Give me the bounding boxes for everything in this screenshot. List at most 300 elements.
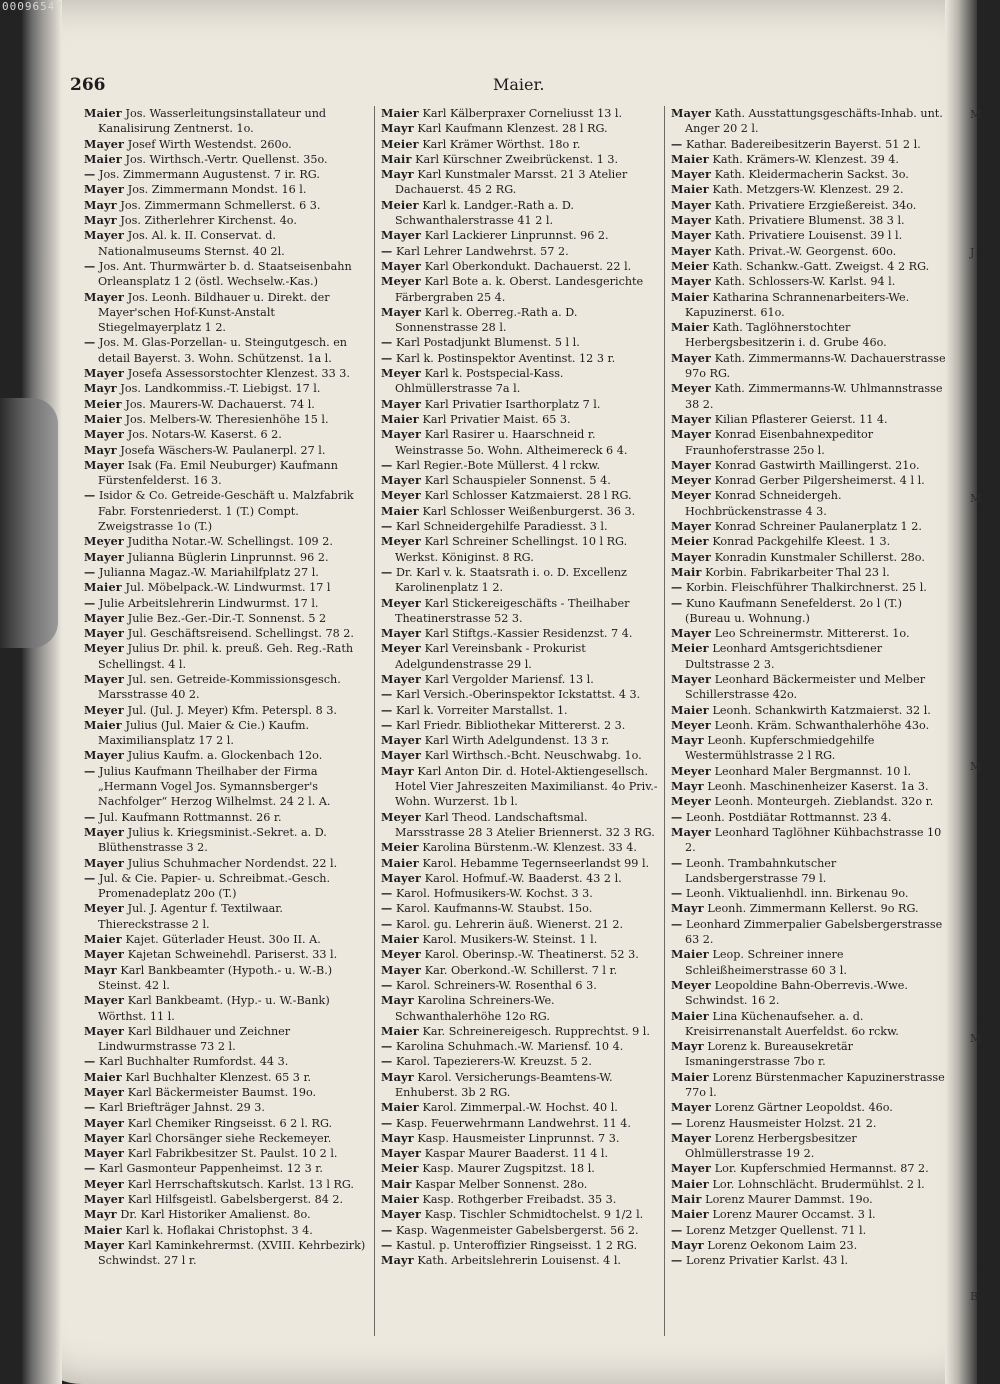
entry-surname: Maier (381, 1023, 419, 1038)
entry-details: Kath. Privatiere Louisenst. 39 l l. (714, 229, 903, 243)
entry-details: Lorenz Maurer Occamst. 3 l. (712, 1208, 876, 1222)
entry-surname: Mayer (381, 228, 422, 243)
entry-surname: — (381, 977, 393, 992)
entry-details: Jos. Ant. Thurmwärter b. d. Staatseisenbahn Orleansplatz 1 2 (östl. Wechselw.-Kas.) (98, 259, 352, 289)
directory-entry (671, 901, 948, 916)
entry-details: Karol. Oberinsp.-W. Theatinerst. 52 3. (424, 948, 639, 962)
directory-entry (381, 1238, 658, 1253)
entry-surname: Mayer (84, 182, 125, 197)
entry-details: Kasp. Rothgerber Freibadst. 35 3. (422, 1193, 617, 1207)
directory-entry (84, 397, 368, 412)
directory-entry (381, 121, 658, 136)
entry-surname: Meyer (381, 534, 422, 549)
directory-entry (84, 1207, 368, 1222)
directory-entry (84, 1085, 368, 1100)
entry-surname: Mayr (381, 1130, 414, 1145)
entry-surname: Maier (381, 106, 419, 120)
entry-details: Julius Kaufmann Theilhaber der Firma „Hermann Vogel Jos. Symannsberger's Nachfolger“ Herzog Wilhelmst. 24 2 l. A. (98, 764, 331, 809)
entry-surname: Meyer (381, 947, 422, 962)
entry-surname: — (381, 1115, 393, 1130)
directory-entry (381, 596, 658, 627)
entry-surname: — (381, 1237, 393, 1252)
entry-details: Karl Kälberpraxer Corneliusst 13 l. (422, 107, 623, 120)
entry-details: Kath. Metzgers-W. Klenzest. 29 2. (712, 183, 904, 197)
directory-entry (381, 1024, 658, 1039)
directory-entry (671, 152, 948, 167)
entry-details: Jul. Geschäftsreisend. Schellingst. 78 2. (127, 627, 354, 641)
entry-surname: Mayer (84, 993, 125, 1008)
entry-surname: Mayer (381, 258, 422, 273)
entry-surname: — (84, 1054, 96, 1069)
directory-entry (84, 137, 368, 152)
entry-details: Kastul. p. Unteroffizier Ringseisst. 1 2 RG. (395, 1238, 638, 1252)
directory-entry (84, 748, 368, 763)
entry-details: Juditha Notar.-W. Schellingst. 109 2. (127, 535, 333, 549)
directory-entry (671, 703, 948, 718)
directory-entry (671, 1161, 948, 1176)
entry-details: Leonhard Bäckermeister und Melber Schillerstrasse 42o. (685, 672, 926, 702)
entry-details: Konrad Packgehilfe Kleest. 1 3. (712, 535, 891, 549)
entry-details: Karl Stiftgs.-Kassier Residenzst. 7 4. (424, 627, 633, 641)
entry-surname: — (84, 1100, 96, 1115)
entry-surname: — (671, 809, 683, 824)
entry-surname: Meyer (84, 702, 125, 717)
entry-details: Karl k. Postinspektor Aventinst. 12 3 r. (395, 351, 616, 365)
directory-entry (84, 152, 368, 167)
margin-fragment: M (970, 1032, 982, 1045)
directory-entry (381, 244, 658, 259)
entry-details: Kar. Schreinereigesch. Rupprechtst. 9 l. (422, 1024, 650, 1038)
entry-surname: — (381, 519, 393, 534)
entry-surname: — (381, 702, 393, 717)
directory-entry (84, 106, 368, 137)
directory-entry (84, 1100, 368, 1115)
entry-details: Karl Privatier Maist. 65 3. (422, 412, 571, 426)
entry-surname: Mayr (84, 1207, 117, 1222)
entry-surname: Mayer (671, 197, 712, 212)
entry-surname: Mayer (84, 748, 125, 763)
entry-surname: Meier (671, 258, 709, 273)
entry-surname: Mayr (671, 901, 704, 916)
entry-details: Konrad Gerber Pilgersheimerst. 4 l l. (714, 474, 925, 488)
directory-entry (671, 1253, 948, 1268)
entry-details: Karl k. Oberreg.-Rath a. D. Sonnenstrasse 28 l. (395, 305, 578, 335)
entry-details: Konrad Schneidergeh. Hochbrückenstrasse 4 3. (685, 489, 842, 518)
entry-surname: Mayer (381, 733, 422, 748)
directory-entry (381, 198, 658, 229)
entry-details: Leonh. Monteurgeh. Zieblandst. 32o r. (714, 795, 934, 809)
entry-surname: Mair (671, 1192, 702, 1207)
directory-entry (671, 228, 948, 243)
directory-entry (671, 167, 948, 182)
entry-surname: — (381, 687, 393, 702)
entry-surname: Meier (671, 534, 709, 549)
entry-details: Jos. M. Glas-Porzellan- u. Steingutgesch. en detail Bayerst. 3. Wohn. Schützenst. 1a l. (98, 336, 348, 365)
directory-entry (84, 335, 368, 366)
directory-entry (671, 1131, 948, 1162)
entry-details: Konrad Eisenbahnexpeditor Fraunhoferstrasse 25o l. (685, 428, 874, 457)
entry-details: Leonhard Amtsgerichtsdiener Dultstrasse 2 3. (685, 642, 883, 671)
entry-surname: — (671, 1253, 683, 1268)
entry-details: Karol. Kaufmanns-W. Staubst. 15o. (395, 902, 593, 916)
directory-entry (381, 963, 658, 978)
entry-details: Dr. Karl Historiker Amalienst. 8o. (120, 1208, 311, 1222)
directory-entry (381, 1054, 658, 1069)
entry-details: Lor. Lohnschlächt. Brudermühlst. 2 l. (712, 1177, 925, 1191)
entry-surname: Mayer (381, 1146, 422, 1161)
directory-entry (84, 901, 368, 932)
directory-entry (381, 534, 658, 565)
entry-details: Kasp. Maurer Zugspitzst. 18 l. (422, 1162, 595, 1176)
entry-details: Kath. Privatiere Erzgießereist. 34o. (714, 198, 917, 212)
entry-details: Julius (Jul. Maier & Cie.) Kaufm. Maximiliansplatz 17 2 l. (98, 718, 310, 748)
directory-entry (84, 1024, 368, 1055)
directory-entry (84, 1177, 368, 1192)
directory-entry (671, 1009, 948, 1040)
directory-entry (671, 550, 948, 565)
entry-surname: Mayer (381, 427, 422, 442)
directory-entry (671, 947, 948, 978)
entry-details: Jos. Zitherlehrer Kirchenst. 4o. (120, 214, 297, 228)
column-left (84, 106, 374, 1336)
column-right (664, 106, 954, 1336)
entry-details: Karl Hilfsgeistl. Gabelsbergerst. 84 2. (127, 1193, 344, 1207)
entry-surname: Meyer (671, 488, 712, 503)
entry-surname: Meier (381, 136, 419, 151)
entry-surname: Meyer (381, 809, 422, 824)
entry-details: Josefa Wäschers-W. Paulanerpl. 27 l. (120, 443, 326, 457)
entry-details: Kasp. Feuerwehrmann Landwehrst. 11 4. (395, 1116, 631, 1130)
entry-surname: Mayer (671, 228, 712, 243)
entry-surname: Mayer (84, 289, 125, 304)
directory-columns (84, 106, 954, 1336)
entry-details: Karl Kunstmaler Marsst. 21 3 Atelier Dachauerst. 45 2 RG. (395, 168, 628, 197)
directory-entry (381, 901, 658, 916)
entry-details: Karl Wirthsch.-Bcht. Neuschwabg. 1o. (424, 749, 642, 763)
entry-details: Isidor & Co. Getreide-Geschäft u. Malzfabrik Fabr. Forstenriederst. 1 (T.) Compt. Zweigstrasse 1o (T.) (98, 489, 354, 534)
entry-surname: Mayr (381, 121, 414, 136)
entry-details: Leop. Schreiner innere Schleißheimerstrasse 60 3 l. (685, 948, 847, 977)
entry-surname: Mayr (84, 213, 117, 228)
directory-entry (381, 1146, 658, 1161)
entry-details: Jul. Möbelpack.-W. Lindwurmst. 17 l (125, 581, 331, 595)
entry-surname: Mayer (84, 366, 125, 381)
directory-entry (84, 213, 368, 228)
entry-details: Karl Bankbeamt. (Hyp.- u. W.-Bank) Wörthst. 11 l. (98, 994, 330, 1023)
directory-entry (671, 320, 948, 351)
entry-details: Karl Bote a. k. Oberst. Landesgerichte Färbergraben 25 4. (395, 275, 644, 304)
entry-details: Karl Lackierer Linprunnst. 96 2. (424, 229, 609, 243)
entry-surname: — (84, 809, 96, 824)
entry-details: Leonh. Schankwirth Katzmaierst. 32 l. (712, 703, 931, 717)
margin-fragment: M (970, 492, 982, 505)
entry-surname: — (381, 886, 393, 901)
entry-details: Karol. gu. Lehrerin äuß. Wienerst. 21 2. (395, 917, 624, 931)
directory-entry (671, 641, 948, 672)
directory-entry (671, 779, 948, 794)
entry-surname: — (84, 167, 96, 182)
margin-fragment: M (970, 108, 982, 121)
entry-details: Jos. Landkommiss.-T. Liebigst. 17 l. (120, 382, 321, 396)
directory-entry (84, 550, 368, 565)
entry-surname: — (671, 1222, 683, 1237)
directory-entry (84, 488, 368, 534)
entry-details: Julie Arbeitslehrerin Lindwurmst. 17 l. (98, 596, 319, 610)
directory-entry (671, 198, 948, 213)
directory-entry (671, 794, 948, 809)
entry-surname: — (381, 717, 393, 732)
entry-details: Josefa Assessorstochter Klenzest. 33 3. (127, 367, 350, 381)
entry-details: Korbin. Fleischführer Thalkirchnerst. 25 l. (685, 581, 927, 595)
directory-entry (671, 626, 948, 641)
entry-details: Jul. J. Agentur f. Textilwaar. Thiereckstrasse 2 l. (98, 902, 283, 931)
directory-entry (84, 764, 368, 810)
entry-surname: — (381, 335, 393, 350)
entry-surname: Meyer (381, 488, 422, 503)
directory-entry (671, 917, 948, 948)
entry-surname: Mayer (381, 962, 422, 977)
directory-entry (381, 871, 658, 886)
directory-entry (84, 534, 368, 549)
directory-entry (381, 1192, 658, 1207)
page-binding-shadow (22, 0, 62, 1384)
entry-surname: Meyer (671, 763, 712, 778)
directory-entry (381, 259, 658, 274)
directory-entry (671, 886, 948, 901)
entry-details: Karl Buchhalter Rumfordst. 44 3. (98, 1055, 289, 1069)
directory-entry (671, 473, 948, 488)
entry-details: Kath. Privat.-W. Georgenst. 60o. (714, 244, 897, 258)
entry-details: Jos. Maurers-W. Dachauerst. 74 l. (125, 397, 315, 411)
directory-entry (84, 932, 368, 947)
entry-surname: — (84, 870, 96, 885)
directory-entry (84, 1146, 368, 1161)
directory-entry (381, 1131, 658, 1146)
entry-details: Karl k. Landger.-Rath a. D. Schwanthalerstrasse 41 2 l. (395, 198, 574, 228)
entry-surname: Mair (381, 151, 412, 166)
entry-surname: Meyer (671, 717, 712, 732)
directory-entry (84, 198, 368, 213)
directory-entry (671, 381, 948, 412)
entry-surname: Meyer (671, 977, 712, 992)
directory-entry (381, 1039, 658, 1054)
directory-entry (84, 626, 368, 641)
entry-details: Karl Schlosser Weißenburgerst. 36 3. (422, 504, 636, 518)
directory-entry (84, 167, 368, 182)
entry-details: Jos. Zimmermann Schmellerst. 6 3. (120, 198, 321, 212)
entry-details: Karl Fabrikbesitzer St. Paulst. 10 2 l. (127, 1147, 338, 1161)
directory-entry (84, 1238, 368, 1269)
entry-details: Kuno Kaufmann Senefelderst. 2o l (T.) (Bureau u. Wohnung.) (685, 596, 902, 625)
directory-entry (84, 993, 368, 1024)
entry-details: Lorenz Hausmeister Holzst. 21 2. (685, 1116, 877, 1130)
directory-entry (381, 504, 658, 519)
directory-entry (671, 458, 948, 473)
entry-surname: Maier (671, 1176, 709, 1191)
entry-details: Kath. Krämers-W. Klenzest. 39 4. (712, 152, 899, 166)
entry-surname: Maier (84, 1222, 122, 1237)
entry-surname: Mayr (84, 197, 117, 212)
directory-entry (671, 672, 948, 703)
directory-entry (671, 427, 948, 458)
directory-entry (84, 565, 368, 580)
entry-surname: Mayer (671, 213, 712, 228)
entry-surname: Maier (381, 932, 419, 947)
directory-entry (381, 473, 658, 488)
entry-surname: — (84, 258, 96, 273)
entry-surname: Maier (671, 151, 709, 166)
entry-details: Leonhard Taglöhner Kühbachstrasse 10 2. (685, 825, 942, 855)
entry-surname: Mayer (84, 1023, 125, 1038)
entry-surname: Mayer (381, 396, 422, 411)
margin-fragment: J (970, 246, 975, 259)
directory-entry (84, 703, 368, 718)
entry-surname: Mayer (84, 1192, 125, 1207)
entry-surname: Mayer (381, 304, 422, 319)
entry-details: Julius Schuhmacher Nordendst. 22 l. (127, 856, 338, 870)
entry-surname: Meier (671, 641, 709, 656)
entry-details: Karol. Hofmuf.-W. Baaderst. 43 2 l. (424, 871, 622, 885)
entry-details: Karl Schlosser Katzmaierst. 28 l RG. (424, 489, 632, 503)
entry-details: Karl k. Vorreiter Marstallst. 1. (395, 703, 568, 717)
entry-surname: Mayer (671, 350, 712, 365)
entry-details: Kaspar Melber Sonnenst. 28o. (415, 1177, 588, 1191)
directory-entry (381, 978, 658, 993)
directory-entry (671, 412, 948, 427)
directory-entry (381, 137, 658, 152)
entry-surname: Meyer (381, 595, 422, 610)
directory-entry (381, 672, 658, 687)
entry-details: Karl Krämer Wörthst. 18o r. (422, 137, 581, 151)
entry-surname: Meyer (381, 274, 422, 289)
entry-surname: — (671, 595, 683, 610)
directory-entry (381, 764, 658, 810)
directory-entry (381, 335, 658, 350)
directory-entry (84, 718, 368, 749)
entry-details: Kath. Schankw.-Gatt. Zweigst. 4 2 RG. (712, 259, 930, 273)
entry-details: Lorenz Gärtner Leopoldst. 46o. (714, 1101, 893, 1115)
entry-surname: Meyer (84, 1176, 125, 1191)
directory-entry (381, 458, 658, 473)
entry-details: Karl Schneidergehilfe Paradiesst. 3 l. (395, 520, 608, 534)
entry-surname: Mayr (381, 993, 414, 1008)
column-middle (374, 106, 664, 1336)
entry-details: Jos. Notars-W. Kaserst. 6 2. (127, 428, 282, 442)
directory-entry (671, 1223, 948, 1238)
entry-surname: — (84, 564, 96, 579)
entry-surname: Maier (84, 580, 122, 595)
entry-surname: — (84, 1161, 96, 1176)
entry-details: Karl Kaufmann Klenzest. 28 l RG. (417, 122, 608, 136)
margin-fragment: B (970, 1290, 979, 1303)
directory-entry (84, 1116, 368, 1131)
entry-details: Karl Bildhauer und Zeichner Lindwurmstrasse 73 2 l. (98, 1024, 291, 1054)
directory-entry (381, 856, 658, 871)
directory-entry (671, 137, 948, 152)
entry-surname: — (671, 1115, 683, 1130)
directory-entry (671, 1100, 948, 1115)
entry-surname: Maier (671, 1008, 709, 1023)
directory-entry (381, 1207, 658, 1222)
entry-surname: Mayer (84, 228, 125, 243)
entry-details: Lorenz Herbergsbesitzer Ohlmüllerstrasse 19 2. (685, 1131, 857, 1161)
directory-entry (671, 580, 948, 595)
entry-details: Leonh. Zimmermann Kellerst. 9o RG. (707, 902, 919, 916)
directory-entry (381, 993, 658, 1024)
entry-surname: — (671, 886, 683, 901)
entry-details: Kathar. Badereibesitzerin Bayerst. 51 2 l. (685, 137, 921, 151)
directory-entry (84, 366, 368, 381)
entry-surname: Mayer (84, 457, 125, 472)
directory-entry (381, 167, 658, 198)
entry-details: Karol. Versicherungs-Beamtens-W. Enhuberst. 3b 2 RG. (395, 1070, 613, 1099)
directory-entry (84, 641, 368, 672)
entry-surname: Maier (84, 411, 122, 426)
directory-entry (381, 565, 658, 596)
directory-entry (84, 412, 368, 427)
entry-details: Isak (Fa. Emil Neuburger) Kaufmann Fürstenfelderst. 16 3. (98, 458, 338, 488)
directory-entry (84, 963, 368, 994)
directory-entry (381, 1177, 658, 1192)
entry-details: Karol. Hofmusikers-W. Kochst. 3 3. (395, 887, 593, 901)
directory-entry (381, 397, 658, 412)
entry-details: Korbin. Fabrikarbeiter Thal 23 l. (705, 565, 890, 579)
directory-entry (381, 703, 658, 718)
entry-details: Karl Kaminkehrermst. (XVIII. Kehrbezirk) Schwindst. 27 l r. (98, 1238, 366, 1268)
entry-surname: Mayer (381, 748, 422, 763)
entry-surname: — (381, 1054, 393, 1069)
entry-surname: — (671, 580, 683, 595)
entry-surname: — (84, 335, 96, 350)
entry-surname: Meier (381, 197, 419, 212)
entry-surname: Mayer (84, 1115, 125, 1130)
directory-entry (84, 1131, 368, 1146)
directory-entry (381, 947, 658, 962)
entry-details: Karol. Tapezierers-W. Kreuzst. 5 2. (395, 1055, 592, 1069)
directory-entry (84, 856, 368, 871)
entry-surname: Mayer (84, 427, 125, 442)
entry-details: Kath. Zimmermanns-W. Uhlmannstrasse 38 2. (685, 382, 943, 411)
entry-surname: Mayer (84, 549, 125, 564)
entry-details: Kasp. Tischler Schmidtochelst. 9 1/2 l. (424, 1208, 644, 1222)
directory-entry (671, 718, 948, 733)
entry-details: Karl Bäckermeister Baumst. 19o. (127, 1086, 317, 1099)
entry-surname: Meyer (671, 381, 712, 396)
entry-details: Karl k. Postspecial-Kass. Ohlmüllerstrasse 7a l. (395, 367, 564, 396)
entry-surname: Mayer (84, 610, 125, 625)
entry-surname: Mayer (671, 824, 712, 839)
directory-entry (381, 810, 658, 841)
entry-details: Karolina Schuhmach.-W. Mariensf. 10 4. (395, 1040, 624, 1054)
entry-details: Karl Schauspieler Sonnenst. 5 4. (424, 474, 611, 488)
entry-details: Jul. sen. Getreide-Kommissionsgesch. Marsstrasse 40 2. (98, 672, 341, 702)
entry-details: Lorenz Privatier Karlst. 43 l. (685, 1254, 849, 1268)
entry-details: Josef Wirth Westendst. 260o. (127, 137, 292, 151)
entry-details: Julius Kaufm. a. Glockenbach 12o. (127, 749, 323, 763)
entry-surname: Maier (671, 1069, 709, 1084)
directory-entry (381, 305, 658, 336)
entry-details: Kath. Privatiere Blumenst. 38 3 l. (714, 214, 905, 228)
entry-surname: Maier (381, 1100, 419, 1115)
entry-details: Jul. Kaufmann Rottmannst. 26 r. (98, 810, 282, 824)
entry-surname: — (381, 1222, 393, 1237)
directory-entry (84, 1161, 368, 1176)
entry-surname: Mayer (84, 1146, 125, 1161)
directory-entry (381, 748, 658, 763)
directory-entry (84, 443, 368, 458)
entry-surname: — (84, 763, 96, 778)
entry-surname: Maier (671, 1207, 709, 1222)
